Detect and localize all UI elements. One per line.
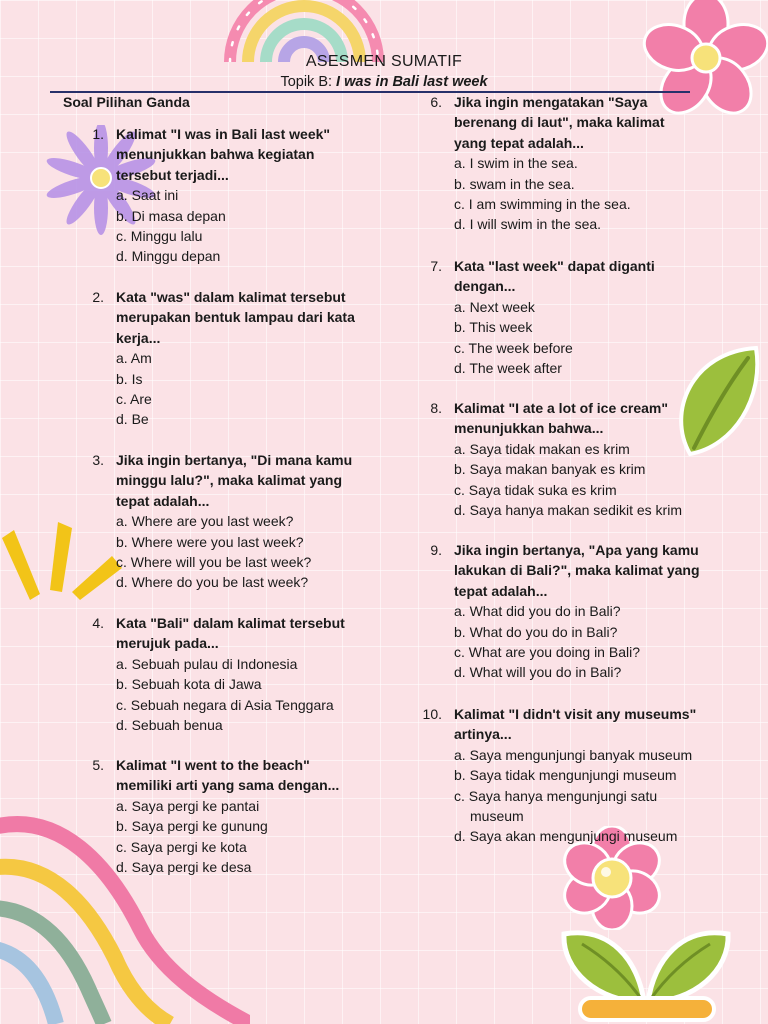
answer-option: d. Sebuah benua xyxy=(116,717,223,734)
potted-plant-icon xyxy=(558,920,738,1024)
question-stem: Kata "was" dalam kalimat tersebut xyxy=(116,289,346,305)
answer-option: c. Saya hanya mengunjungi satu xyxy=(454,787,658,804)
answer-option: b. What do you do in Bali? xyxy=(454,623,618,640)
page-title: ASESMEN SUMATIF xyxy=(305,53,463,70)
question-8 xyxy=(416,398,716,520)
answer-option: c. I am swimming in the sea. xyxy=(454,196,631,213)
answer-option-continued: museum xyxy=(470,808,524,825)
answer-option: d. I will swim in the sea. xyxy=(454,216,602,233)
topic-line xyxy=(0,74,768,90)
question-number: 7. xyxy=(430,258,442,274)
question-6 xyxy=(416,92,716,235)
question-7 xyxy=(416,256,716,378)
question-stem: Jika ingin mengatakan "Saya xyxy=(454,94,648,110)
question-number: 1. xyxy=(92,126,104,142)
question-stem: merujuk pada... xyxy=(116,635,219,652)
answer-option: d. Saya akan mengunjungi museum xyxy=(454,828,678,845)
answer-option: b. Where were you last week? xyxy=(116,533,304,550)
question-stem: yang tepat adalah... xyxy=(454,134,584,151)
answer-option: c. What are you doing in Bali? xyxy=(454,644,640,661)
answer-option: c. Where will you be last week? xyxy=(116,554,312,571)
answer-option: a. Saya tidak makan es krim xyxy=(454,440,630,457)
question-stem: Jika ingin bertanya, "Di mana kamu xyxy=(116,452,353,468)
question-stem: menunjukkan bahwa... xyxy=(454,420,604,437)
question-stem: tepat adalah... xyxy=(454,582,548,599)
answer-option: a. Saat ini xyxy=(116,187,179,204)
answer-option: d. What will you do in Bali? xyxy=(454,664,622,681)
question-stem: Kalimat "I was in Bali last week" xyxy=(116,126,331,142)
question-stem: Kalimat "I went to the beach" xyxy=(116,757,310,773)
question-stem: Kalimat "I ate a lot of ice cream" xyxy=(454,400,669,416)
answer-option: c. Sebuah negara di Asia Tenggara xyxy=(116,696,334,713)
answer-option: a. Sebuah pulau di Indonesia xyxy=(116,655,298,672)
question-5 xyxy=(78,755,378,877)
answer-option: a. Next week xyxy=(454,298,535,315)
question-2 xyxy=(78,287,378,430)
answer-option: b. Sebuah kota di Jawa xyxy=(116,676,262,693)
question-stem: merupakan bentuk lampau dari kata xyxy=(116,309,355,326)
answer-option: d. Minggu depan xyxy=(116,248,221,265)
answer-option: d. Be xyxy=(116,411,149,428)
answer-option: a. Am xyxy=(116,350,152,367)
question-stem: lakukan di Bali?", maka kalimat yang xyxy=(454,562,700,579)
question-stem: menunjukkan bahwa kegiatan xyxy=(116,146,315,163)
question-10 xyxy=(416,704,716,847)
question-number: 10. xyxy=(422,706,442,722)
question-3 xyxy=(78,450,378,593)
answer-option: c. Are xyxy=(116,391,152,408)
answer-option: b. This week xyxy=(454,319,533,336)
question-stem: tepat adalah... xyxy=(116,492,210,509)
question-number: 9. xyxy=(430,542,442,558)
answer-option: d. Where do you be last week? xyxy=(116,574,309,591)
question-stem: Kata "last week" dapat diganti xyxy=(454,258,655,274)
question-stem: artinya... xyxy=(454,726,512,743)
question-1 xyxy=(78,124,378,267)
question-stem: minggu lalu?", maka kalimat yang xyxy=(116,472,343,489)
question-stem: Jika ingin bertanya, "Apa yang kamu xyxy=(454,542,699,558)
question-number: 4. xyxy=(92,615,104,631)
answer-option: a. Saya mengunjungi banyak museum xyxy=(454,746,693,763)
answer-option: a. Where are you last week? xyxy=(116,513,294,530)
answer-option: d. The week after xyxy=(454,360,562,377)
answer-option: a. I swim in the sea. xyxy=(454,155,578,172)
topic-prefix: Topik B: xyxy=(280,74,337,90)
answer-option: c. Minggu lalu xyxy=(116,228,203,245)
answer-option: b. Is xyxy=(116,370,143,387)
question-stem: kerja... xyxy=(116,329,161,346)
question-stem: tersebut terjadi... xyxy=(116,166,229,183)
section-label: Soal Pilihan Ganda xyxy=(63,94,190,110)
topic-name: I was in Bali last week xyxy=(336,74,488,90)
answer-option: b. Saya tidak mengunjungi museum xyxy=(454,767,677,784)
question-stem: Kalimat "I didn't visit any museums" xyxy=(454,706,697,722)
question-4 xyxy=(78,613,378,735)
answer-option: c. Saya pergi ke kota xyxy=(116,838,247,855)
question-number: 5. xyxy=(92,757,104,773)
answer-option: b. swam in the sea. xyxy=(454,175,575,192)
answer-option: c. Saya tidak suka es krim xyxy=(454,481,617,498)
question-stem: Kata "Bali" dalam kalimat tersebut xyxy=(116,615,345,631)
question-stem: berenang di laut", maka kalimat xyxy=(454,114,665,131)
question-number: 8. xyxy=(430,400,442,416)
answer-option: b. Di masa depan xyxy=(116,207,226,224)
question-number: 2. xyxy=(92,289,104,305)
question-stem: memiliki arti yang sama dengan... xyxy=(116,777,340,794)
answer-option: d. Saya pergi ke desa xyxy=(116,859,252,876)
answer-option: a. What did you do in Bali? xyxy=(454,603,621,620)
answer-option: b. Saya pergi ke gunung xyxy=(116,818,268,835)
answer-option: b. Saya makan banyak es krim xyxy=(454,461,646,478)
question-stem: dengan... xyxy=(454,278,516,295)
question-number: 6. xyxy=(430,94,442,110)
answer-option: a. Saya pergi ke pantai xyxy=(116,797,260,814)
answer-option: c. The week before xyxy=(454,339,573,356)
question-9 xyxy=(416,540,716,683)
answer-option: d. Saya hanya makan sedikit es krim xyxy=(454,502,682,519)
question-number: 3. xyxy=(92,452,104,468)
